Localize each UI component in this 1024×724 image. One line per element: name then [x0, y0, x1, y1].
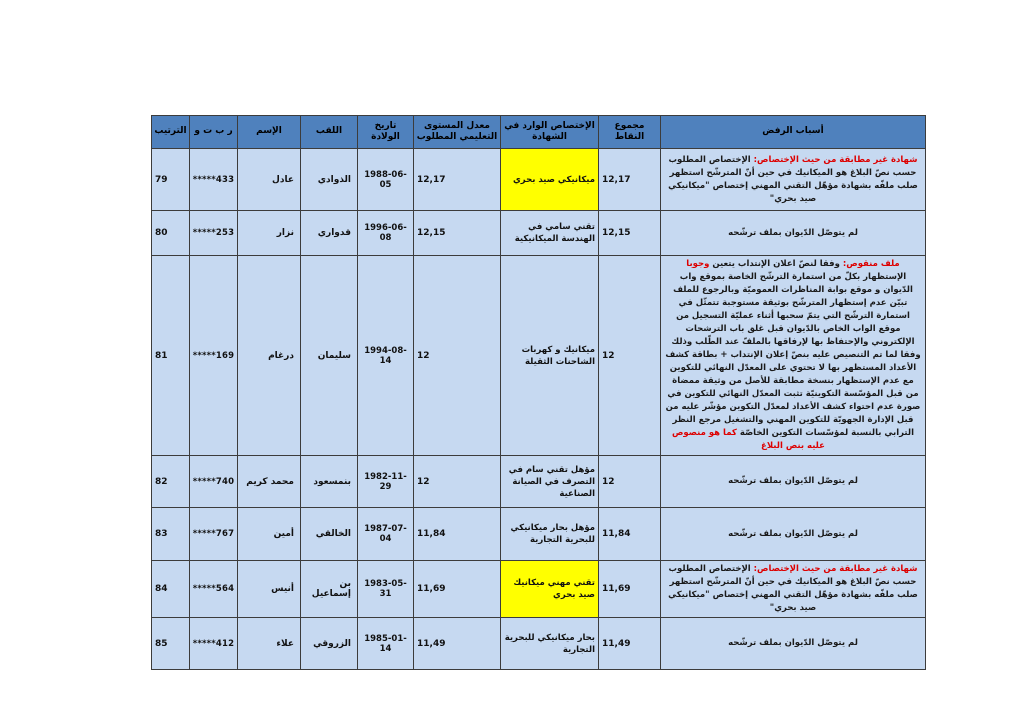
birth-date-cell: 1983-05-31	[358, 561, 414, 618]
header-total-points: مجموع النقاط	[599, 116, 661, 149]
education-average-cell: 12	[414, 256, 501, 456]
specialty-cell: ميكانيك و كهربات الشاحنات الثقيلة	[501, 256, 599, 456]
education-average-cell: 12,15	[414, 211, 501, 256]
rejection-text-segment: كما هو منصوص عليه بنص البلاغ	[672, 428, 825, 451]
surname-cell: سليمان	[301, 256, 358, 456]
specialty-cell: تقني مهني ميكانيك صيد بحري	[501, 561, 599, 618]
birth-date-cell: 1996-06-08	[358, 211, 414, 256]
rejection-text-segment: وفقا لنصّ اعلان الإنتداب يتعين	[709, 259, 840, 269]
rejection-text-segment: لم يتوصّل الدّيوان بملف ترشّحه	[728, 227, 858, 238]
header-first-name: الإسم	[238, 116, 301, 149]
header-required-education-average: معدل المستوى التعليمي المطلوب	[414, 116, 501, 149]
total-points-cell: 11,69	[599, 561, 661, 618]
first-name-cell: أمين	[238, 508, 301, 561]
total-points-cell: 12,17	[599, 149, 661, 211]
first-name-cell: عادل	[238, 149, 301, 211]
education-average-cell: 12	[414, 456, 501, 508]
table-row	[152, 211, 926, 256]
rejection-text-segment: شهادة غير مطابقة من حيث الإختصاص:	[750, 154, 918, 165]
specialty-cell: تقني سامي في الهندسة الميكانيكية	[501, 211, 599, 256]
education-average-cell: 11,49	[414, 618, 501, 670]
birth-date-cell: 1988-06-05	[358, 149, 414, 211]
rank-cell: 83	[152, 508, 190, 561]
rejection-text-segment: لم يتوصّل الدّيوان بملف ترشّحه	[728, 476, 858, 486]
total-points-cell: 11,49	[599, 618, 661, 670]
table-header-row	[152, 116, 926, 149]
rejection-text-segment: ملف منقوص:	[839, 259, 900, 269]
rank-cell: 79	[152, 149, 190, 211]
id-number-cell: *****740	[190, 456, 238, 508]
total-points-cell: 12	[599, 256, 661, 456]
id-number-cell: *****169	[190, 256, 238, 456]
rejection-table-wrap	[151, 115, 926, 670]
header-certificate-specialty: الإختصاص الوارد في الشهادة	[501, 116, 599, 149]
table-row	[152, 508, 926, 561]
rank-cell: 82	[152, 456, 190, 508]
surname-cell: الخالقي	[301, 508, 358, 561]
first-name-cell: أنيس	[238, 561, 301, 618]
table-row	[152, 456, 926, 508]
birth-date-cell: 1994-08-14	[358, 256, 414, 456]
total-points-cell: 11,84	[599, 508, 661, 561]
surname-cell: قدواري	[301, 211, 358, 256]
education-average-cell: 11,84	[414, 508, 501, 561]
rejection-reasons-cell	[661, 211, 926, 256]
rejection-text-segment: وجوبا	[686, 259, 710, 269]
table-row	[152, 618, 926, 670]
rejection-text-segment: الإستظهار بكلّ من استمارة الترشّح الخاصة بموقع واب الدّيوان و موقع بوابة المناظرات العموميّة وبالرجوع للملف تبيّن عدم إستظهار المترشّح بوثيقة مستوجبة تتمثّل في استمارة الترشّح التي يتمّ سحبها أثناء عمليّة التسجيل من موقع الواب الخاص بالدّيوان قبل غلق باب الترشحات الإلكتروني والإحتفاظ بها لإرفاقها بالملفّ عند الطّلب وذلك وفقا لما تم التنصيص عليه بنصّ إعلان الإنتداب + بطاقة كشف الأعداد المستظهر بها لا تحتوي على المعدّل النهائي للتكوين مع عدم الإستظهار بنسخة مطابقة للأصل من وثيقة ممضاة من قبل المؤسّسة التكوينيّة تثبت المعدّل النهائي للتكوين في صورة عدم احتواء كشف الأعداد لمعدّل التكوين مؤشّر عليه من قبل الإدارة الجهويّة للتكوين المهني والتشغيل مرجع النظر الترابي بالنسبة لمؤسّسات التكوين الخاصّة	[665, 272, 921, 438]
education-average-cell: 12,17	[414, 149, 501, 211]
total-points-cell: 12	[599, 456, 661, 508]
birth-date-cell: 1985-01-14	[358, 618, 414, 670]
id-number-cell: *****767	[190, 508, 238, 561]
specialty-cell: مؤهل تقني سام في التصرف في الصيانة الصناعية	[501, 456, 599, 508]
header-id-number: ر ب ت و	[190, 116, 238, 149]
candidates-rejection-table	[151, 115, 926, 670]
surname-cell: بن إسماعيل	[301, 561, 358, 618]
rank-cell: 84	[152, 561, 190, 618]
id-number-cell: *****253	[190, 211, 238, 256]
surname-cell: الزروقي	[301, 618, 358, 670]
rejection-text-segment: الإختصاص المطلوب حسب نصّ البلاغ هو الميكانيك في حين أنّ المترشّح استظهر صلب ملفّه بشهادة مؤهّل التقني المهني إختصاص "ميكانيكي صيد بحري"	[668, 154, 918, 204]
id-number-cell: *****433	[190, 149, 238, 211]
header-rejection-reasons: أسباب الرفض	[661, 116, 926, 149]
rejection-text-segment: الإختصاص المطلوب حسب نصّ البلاغ هو الميكانيك في حين أنّ المترشّح استظهر صلب ملفّه بشهادة مؤهّل التقني المهني إختصاص "ميكانيكي صيد بحري"	[668, 564, 918, 613]
first-name-cell: محمد كريم	[238, 456, 301, 508]
table-row	[152, 561, 926, 618]
rejection-reasons-cell	[661, 256, 926, 456]
rank-cell: 85	[152, 618, 190, 670]
surname-cell: الذوادي	[301, 149, 358, 211]
rejection-text-segment: شهادة غير مطابقة من حيث الإختصاص:	[750, 564, 918, 574]
rejection-reasons-cell	[661, 456, 926, 508]
rejection-reasons-cell	[661, 618, 926, 670]
header-birth-date: تاريخ الولادة	[358, 116, 414, 149]
first-name-cell: علاء	[238, 618, 301, 670]
id-number-cell: *****564	[190, 561, 238, 618]
header-surname: اللقب	[301, 116, 358, 149]
specialty-cell: مؤهل بحار ميكانيكي للبحرية التجارية	[501, 508, 599, 561]
rank-cell: 81	[152, 256, 190, 456]
birth-date-cell: 1982-11-29	[358, 456, 414, 508]
header-rank: الترتيب	[152, 116, 190, 149]
first-name-cell: درغام	[238, 256, 301, 456]
education-average-cell: 11,69	[414, 561, 501, 618]
birth-date-cell: 1987-07-04	[358, 508, 414, 561]
specialty-cell: ميكانيكي صيد بحري	[501, 149, 599, 211]
rejection-text-segment: لم يتوصّل الدّيوان بملف ترشّحه	[728, 528, 858, 539]
table-body	[152, 149, 926, 670]
surname-cell: بنمسعود	[301, 456, 358, 508]
rank-cell: 80	[152, 211, 190, 256]
id-number-cell: *****412	[190, 618, 238, 670]
rejection-reasons-cell	[661, 149, 926, 211]
specialty-cell: بحار ميكانيكي للبحرية التجارية	[501, 618, 599, 670]
table-row	[152, 256, 926, 456]
rejection-reasons-cell	[661, 508, 926, 561]
total-points-cell: 12,15	[599, 211, 661, 256]
rejection-reasons-cell	[661, 561, 926, 618]
first-name-cell: نزار	[238, 211, 301, 256]
table-row	[152, 149, 926, 211]
rejection-text-segment: لم يتوصّل الدّيوان بملف ترشّحه	[728, 638, 858, 648]
